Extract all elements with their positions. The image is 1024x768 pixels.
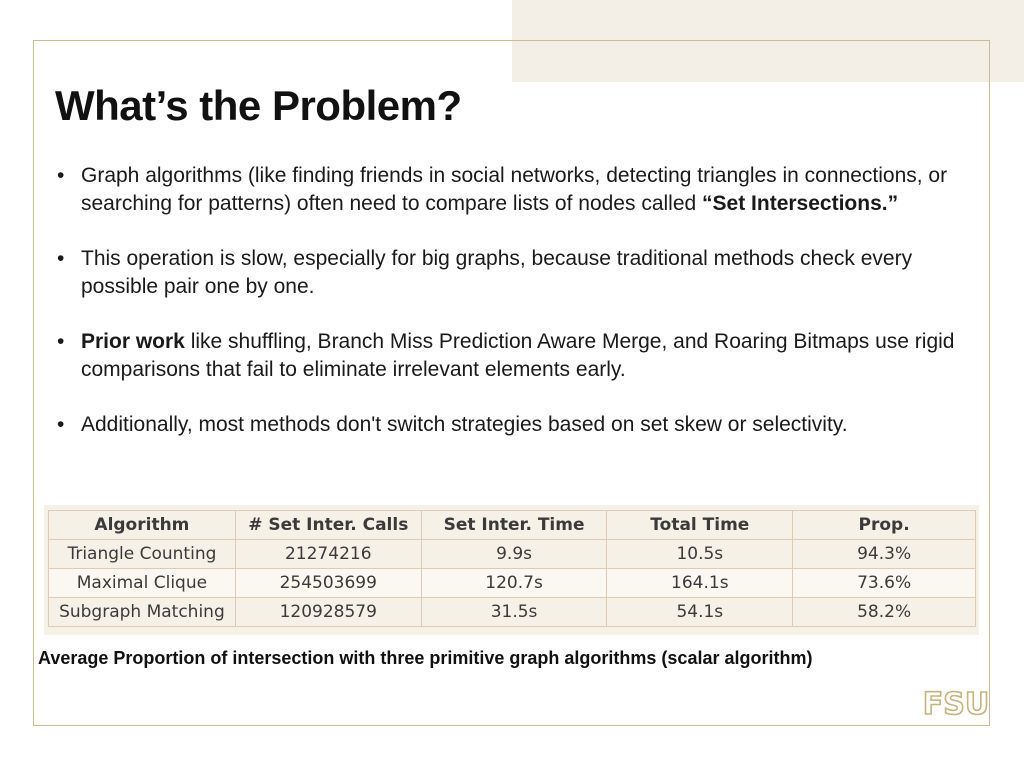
table-cell: 54.1s [607, 598, 793, 627]
table-cell: Triangle Counting [49, 540, 236, 569]
bullet-bold-text: Prior work [81, 330, 185, 353]
table-row [49, 540, 976, 569]
table-cell: 21274216 [235, 540, 421, 569]
bullet-text: Graph algorithms (like finding friends in social networks, detecting triangles in connections, or searching for patterns) often need to compare lists of nodes called [81, 164, 948, 215]
table-cell: 10.5s [607, 540, 793, 569]
results-table-container [44, 505, 979, 635]
bullet-text: Additionally, most methods don't switch strategies based on set skew or selectivity. [81, 413, 848, 436]
fsu-logo-text: FSU [922, 687, 990, 722]
table-cell: 120928579 [235, 598, 421, 627]
table-header-cell: Total Time [607, 511, 793, 540]
table-cell: 73.6% [793, 569, 976, 598]
table-cell: Subgraph Matching [49, 598, 236, 627]
bullet-item [55, 328, 990, 384]
table-row [49, 569, 976, 598]
table-cell: 254503699 [235, 569, 421, 598]
bullet-item [55, 245, 990, 301]
table-header-row [49, 511, 976, 540]
slide-title: What’s the Problem? [55, 82, 462, 129]
results-table [48, 510, 976, 627]
table-caption: Average Proportion of intersection with three primitive graph algorithms (scalar algorithm) [38, 648, 813, 668]
table-header-cell: # Set Inter. Calls [235, 511, 421, 540]
table-cell: 58.2% [793, 598, 976, 627]
table-cell: 120.7s [421, 569, 607, 598]
bullet-item [55, 162, 990, 218]
table-cell: 9.9s [421, 540, 607, 569]
table-header-cell: Prop. [793, 511, 976, 540]
table-header-cell: Set Inter. Time [421, 511, 607, 540]
bullet-text: This operation is slow, especially for big graphs, because traditional methods check every possible pair one by one. [81, 247, 913, 298]
table-cell: 164.1s [607, 569, 793, 598]
bullet-bold-text: “Set Intersections.” [702, 192, 899, 215]
table-header-cell: Algorithm [49, 511, 236, 540]
table-cell: Maximal Clique [49, 569, 236, 598]
fsu-logo [922, 686, 990, 722]
table-row [49, 598, 976, 627]
table-cell: 31.5s [421, 598, 607, 627]
bullet-list [55, 162, 990, 466]
table-cell: 94.3% [793, 540, 976, 569]
bullet-text: like shuffling, Branch Miss Prediction Aware Merge, and Roaring Bitmaps use rigid comparisons that fail to eliminate irrelevant elements early. [81, 330, 955, 381]
bullet-item [55, 411, 990, 439]
